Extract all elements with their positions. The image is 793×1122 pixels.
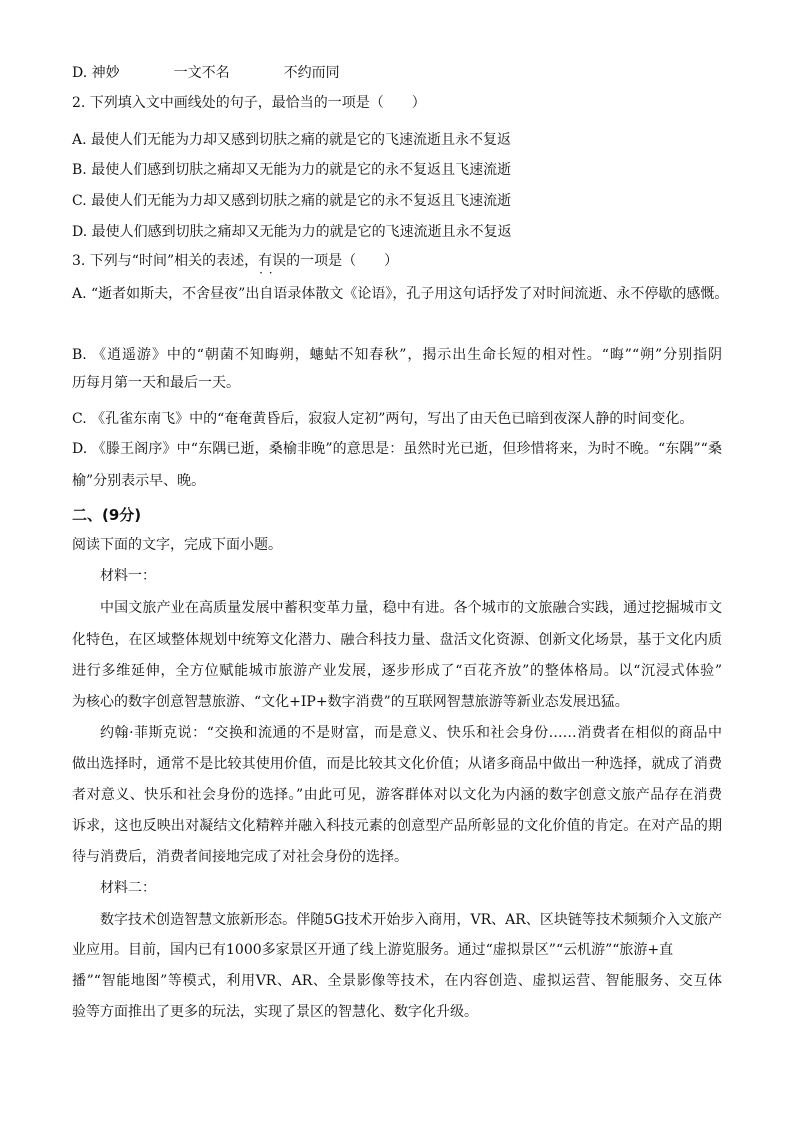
q2-option-d: D. 最使人们感到切肤之痛却又无能为力的就是它的飞速流逝且永不复返: [72, 224, 512, 240]
q3-stem-pre: 3. 下列与“时间”相关的表述，: [72, 253, 259, 269]
q3-stem: [72, 252, 398, 270]
paragraph-2-line: 约翰·菲斯克说：“交换和流通的不是财富，而是意义、快乐和社会身份……消费者在相似的商品中: [100, 725, 722, 741]
q1-option-d: [72, 64, 340, 82]
paragraph-1-line: 为核心的数字创意智慧旅游、“文化+IP+数字消费”的互联网智慧旅游等新业态发展迅猛。: [72, 694, 629, 710]
q3-option-d-line1: D. 《滕王阁序》中“东隅已逝，桑榆非晚”的意思是：虽然时光已逝，但珍惜将来，为时不晚。“东隅”“桑: [72, 441, 722, 457]
q2-option-a: A. 最使人们无能为力却又感到切肤之痛的就是它的飞速流逝且永不复返: [72, 132, 512, 148]
paragraph-3-line: 数字技术创造智慧文旅新形态。伴随5G技术开始步入商用，VR、AR、区块链等技术频频介入文旅产: [100, 912, 722, 928]
q3-option-b-line1: B. 《逍遥游》中的“朝菌不知晦朔，蟪蛄不知春秋”，揭示出生命长短的相对性。“晦”“朔”分别指阴: [72, 347, 722, 363]
q2-stem: 2. 下列填入文中画线处的句子，最恰当的一项是（ ）: [72, 95, 426, 111]
paragraph-2-line: 者对意义、快乐和社会身份的选择。”由此可见，游客群体对以文化为内涵的数字创意文旅产品存在消费: [72, 787, 722, 803]
paragraph-1-line: 化特色，在区域整体规划中统筹文化潜力、融合科技力量、盘活文化资源、创新文化场景，基于文化内质: [72, 632, 722, 648]
paragraph-2-line: 待与消费后，消费者间接地完成了对社会身份的选择。: [72, 849, 408, 865]
q3-option-d-line2: 榆”分别表示早、晚。: [72, 473, 206, 489]
paragraph-3-line: 播”“智能地图”等模式，利用VR、AR、全景影像等技术，在内容创造、虚拟运营、智能服务、交互体: [72, 973, 722, 989]
option-d-word2: 一文不名: [173, 65, 230, 81]
paragraph-2-line: 做出选择时，通常不是比较其使用价值，而是比较其文化价值；从诸多商品中做出一种选择，就成了消费: [72, 756, 722, 772]
q3-option-a: A. “逝者如斯夫，不舍昼夜”出自语录体散文《论语》，孔子用这句话抒发了对时间流逝、永不停歇的感慨。: [72, 286, 729, 302]
option-d-word1: D. 神妙: [72, 65, 120, 81]
paragraph-1-line: 中国文旅产业在高质量发展中蓄积变革力量，稳中有进。各个城市的文旅融合实践，通过挖掘城市文: [100, 600, 722, 616]
q2-option-b: B. 最使人们感到切肤之痛却又无能为力的就是它的永不复返且飞速流逝: [72, 162, 512, 178]
section-heading: 二、(9分): [72, 506, 142, 524]
paragraph-1-line: 进行多维延伸，全方位赋能城市旅游产业发展，逐步形成了“百花齐放”的整体格局。以“沉浸式体验”: [72, 663, 722, 679]
material-2-label: 材料二：: [100, 880, 156, 896]
q3-stem-emphasis: 有误 · ·: [258, 253, 286, 269]
q2-option-c: C. 最使人们无能为力却又感到切肤之痛的就是它的永不复返且飞速流逝: [72, 193, 512, 209]
section-instruction: 阅读下面的文字，完成下面小题。: [72, 537, 282, 553]
q3-stem-post: 的一项是（ ）: [286, 253, 399, 269]
paragraph-3-line: 验等方面推出了更多的玩法，实现了景区的智慧化、数字化升级。: [72, 1004, 478, 1020]
paragraph-2-line: 诉求，这也反映出对凝结文化精粹并融入科技元素的创意型产品所彰显的文化价值的肯定。在对产品的期: [72, 818, 722, 834]
option-d-word3: 不约而同: [283, 65, 340, 81]
q3-option-b-line2: 历每月第一天和最后一天。: [72, 375, 240, 391]
q3-option-c: C. 《孔雀东南飞》中的“奄奄黄昏后，寂寂人定初”两句，写出了由天色已暗到夜深人静的时间变化。: [72, 411, 694, 427]
paragraph-3-line: 业应用。目前，国内已有1000多家景区开通了线上游览服务。通过“虚拟景区”“云机游”“旅游+直: [72, 942, 674, 958]
material-1-label: 材料一：: [100, 568, 156, 584]
